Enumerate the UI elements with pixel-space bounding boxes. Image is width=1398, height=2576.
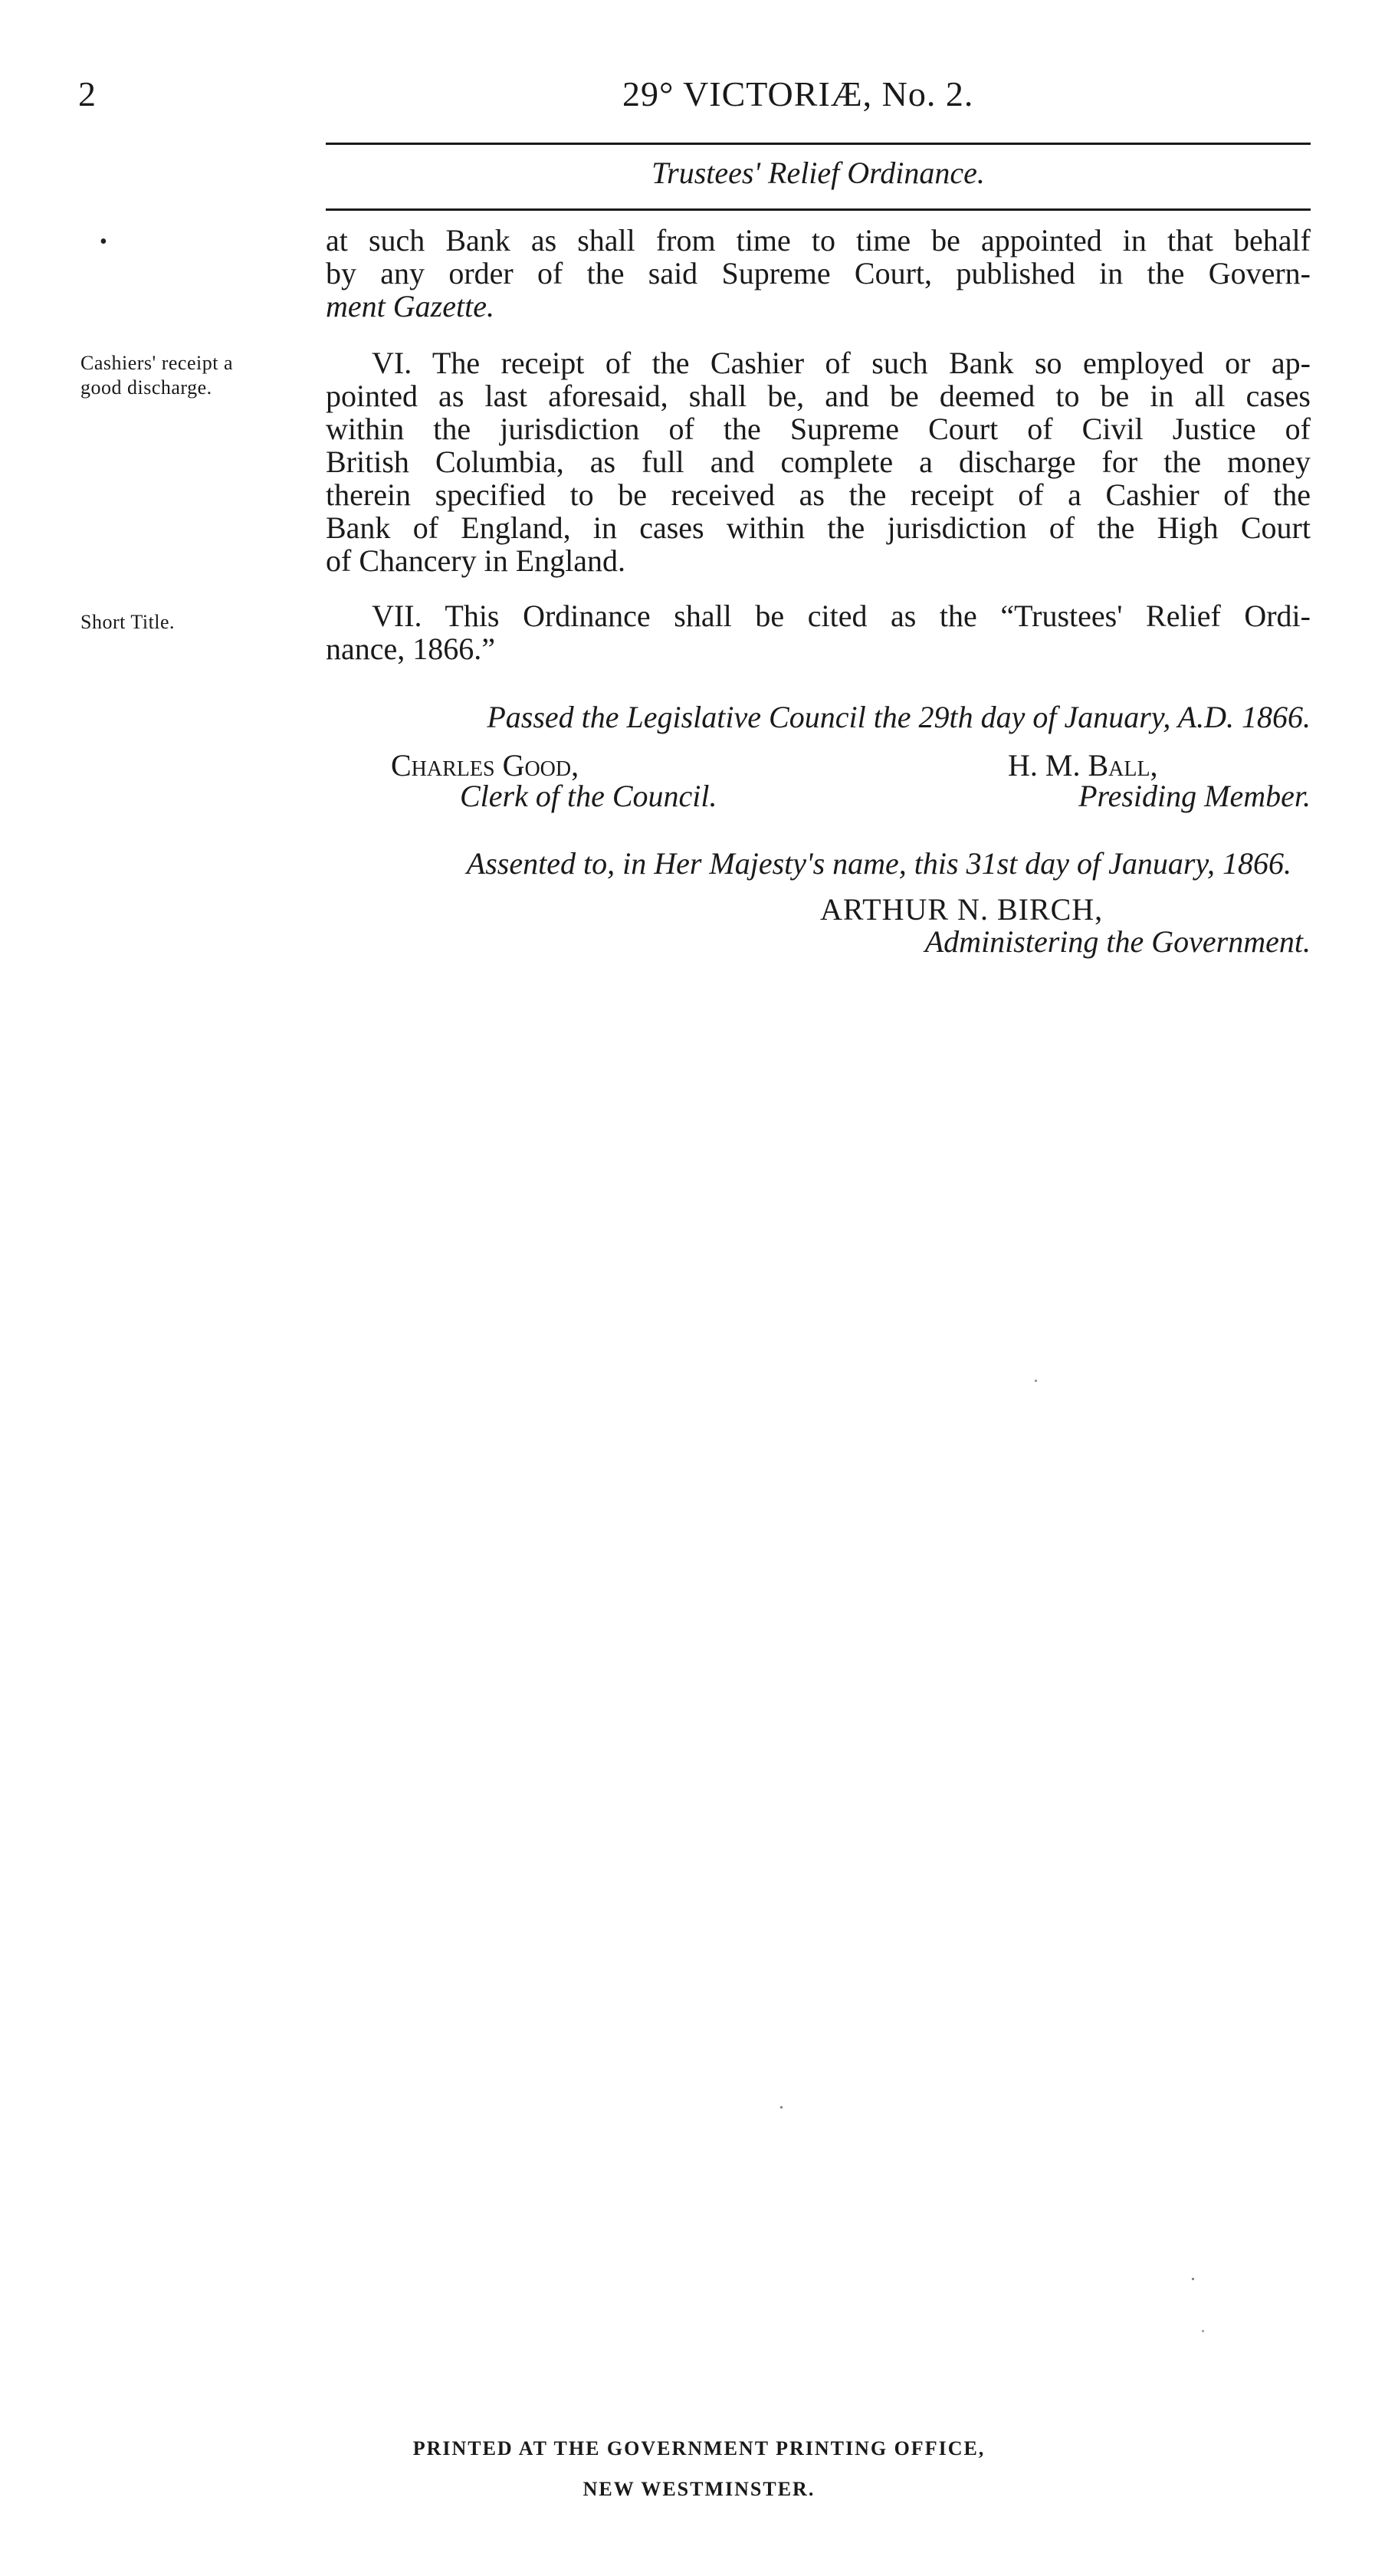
text-line: pointed as last aforesaid, shall be, and be deemed to be in all cases	[326, 379, 1311, 413]
signatory-title: Clerk of the Council.	[460, 779, 717, 813]
signatory-name: Charles Good,	[391, 748, 579, 783]
page-number: 2	[78, 74, 96, 113]
text-line: nance, 1866.”	[326, 632, 496, 666]
text-line: VI. The receipt of the Cashier of such Bank so employed or ap-	[372, 346, 1311, 380]
section-vii	[326, 599, 1311, 665]
administrator-name: ARTHUR N. BIRCH,	[820, 892, 1104, 927]
speck	[1035, 1380, 1037, 1382]
header-rule-bottom	[326, 208, 1311, 211]
administrator-title: Administering the Government.	[924, 924, 1311, 959]
running-title-text: 29° VICTORIÆ, No. 2.	[622, 74, 974, 113]
text-line: within the jurisdiction of the Supreme Court of Civil Justice of	[326, 412, 1311, 446]
ordinance-subtitle: Trustees' Relief Ordinance.	[651, 156, 985, 190]
imprint-line-2: NEW WESTMINSTER.	[582, 2478, 816, 2500]
passed-statement: Passed the Legislative Council the 29th day of January, A.D. 1866.	[487, 700, 1311, 734]
text-line: by any order of the said Supreme Court, published in the Govern-	[326, 256, 1311, 290]
text-line: at such Bank as shall from time to time be appointed in that behalf	[326, 223, 1311, 258]
text-line: Bank of England, in cases within the jurisdiction of the High Court	[326, 510, 1311, 545]
imprint-line-1: PRINTED AT THE GOVERNMENT PRINTING OFFICE,	[412, 2437, 986, 2460]
text-line: VII. This Ordinance shall be cited as the “Trustees' Relief Ordi-	[372, 599, 1311, 633]
running-title	[322, 74, 1311, 114]
signatory-title: Presiding Member.	[1078, 779, 1311, 813]
margin-note-line: good discharge.	[80, 376, 212, 399]
speck	[1192, 2278, 1194, 2280]
right-signatory-title	[1046, 778, 1311, 814]
assented-statement: Assented to, in Her Majesty's name, this 31st day of January, 1866.	[466, 846, 1291, 881]
section-vi	[326, 346, 1311, 577]
text-line: therein specified to be received as the receipt of a Cashier of the	[326, 477, 1311, 512]
text-line: British Columbia, as full and complete a discharge for the money	[326, 445, 1311, 479]
text-line: ment Gazette.	[326, 289, 494, 323]
margin-note-short-title: Short Title.	[80, 611, 176, 633]
signatory-name: H. M. Ball,	[1008, 748, 1158, 783]
header-rule-top	[326, 143, 1311, 145]
paragraph-continuation	[326, 224, 1311, 323]
speck	[780, 2106, 783, 2108]
left-signatory-title	[460, 778, 717, 814]
text-line: of Chancery in England.	[326, 543, 625, 578]
margin-note-cashiers-receipt	[80, 351, 233, 400]
speck	[1202, 2330, 1204, 2332]
margin-mark: •	[100, 230, 107, 254]
margin-note-line: Cashiers' receipt a	[80, 352, 233, 374]
